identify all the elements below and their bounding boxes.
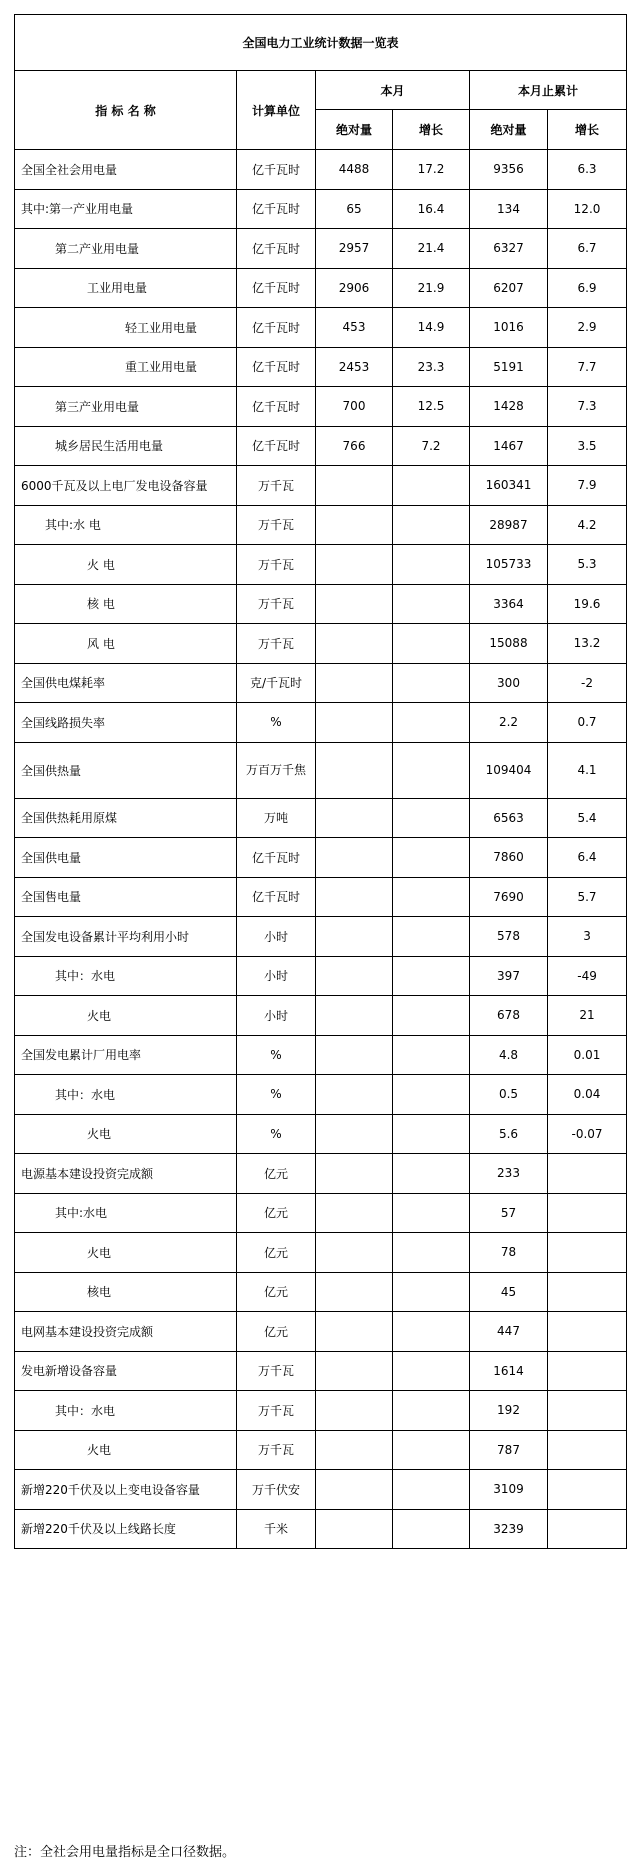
- row-cumulative-absolute: 105733: [470, 545, 548, 585]
- row-month-growth: [393, 996, 470, 1036]
- row-month-absolute: [316, 956, 393, 996]
- row-month-growth: [393, 1509, 470, 1549]
- row-name: 工业用电量: [15, 268, 237, 308]
- header-month: 本月: [316, 71, 470, 110]
- table-row: [15, 1470, 627, 1510]
- row-cumulative-absolute: 300: [470, 663, 548, 703]
- statistics-table: [14, 14, 627, 1549]
- row-month-absolute: [316, 996, 393, 1036]
- row-month-growth: [393, 1075, 470, 1115]
- row-month-growth: [393, 1035, 470, 1075]
- row-cumulative-growth: 0.7: [548, 703, 627, 743]
- row-unit: 亿千瓦时: [237, 268, 316, 308]
- row-cumulative-growth: 6.7: [548, 229, 627, 269]
- row-month-growth: [393, 1114, 470, 1154]
- row-cumulative-growth: [548, 1509, 627, 1549]
- row-cumulative-growth: 12.0: [548, 189, 627, 229]
- row-month-growth: 12.5: [393, 387, 470, 427]
- row-name: 其中:第一产业用电量: [15, 189, 237, 229]
- row-month-absolute: [316, 624, 393, 664]
- row-month-absolute: [316, 1075, 393, 1115]
- row-name: 全国供电煤耗率: [15, 663, 237, 703]
- row-unit: 万千瓦: [237, 545, 316, 585]
- row-name: 其中：水电: [15, 956, 237, 996]
- table-row: [15, 956, 627, 996]
- row-cumulative-absolute: 3364: [470, 584, 548, 624]
- row-cumulative-growth: 4.1: [548, 742, 627, 798]
- row-month-growth: 21.9: [393, 268, 470, 308]
- row-cumulative-growth: -49: [548, 956, 627, 996]
- row-name: 火 电: [15, 545, 237, 585]
- row-month-absolute: [316, 1509, 393, 1549]
- row-name: 重工业用电量: [15, 347, 237, 387]
- row-cumulative-growth: 7.3: [548, 387, 627, 427]
- row-cumulative-growth: 7.9: [548, 466, 627, 506]
- header-month-absolute: 绝对量: [316, 110, 393, 150]
- row-month-growth: [393, 545, 470, 585]
- row-cumulative-growth: [548, 1391, 627, 1431]
- row-cumulative-growth: 4.2: [548, 505, 627, 545]
- row-cumulative-absolute: 2.2: [470, 703, 548, 743]
- row-cumulative-absolute: 5191: [470, 347, 548, 387]
- row-cumulative-absolute: 6327: [470, 229, 548, 269]
- row-month-growth: [393, 584, 470, 624]
- row-name: 火电: [15, 1114, 237, 1154]
- row-month-absolute: [316, 1114, 393, 1154]
- row-name: 发电新增设备容量: [15, 1351, 237, 1391]
- row-cumulative-absolute: 134: [470, 189, 548, 229]
- row-month-growth: [393, 742, 470, 798]
- row-name: 全国全社会用电量: [15, 150, 237, 190]
- row-cumulative-absolute: 9356: [470, 150, 548, 190]
- row-month-absolute: [316, 1154, 393, 1194]
- table-row: [15, 917, 627, 957]
- row-name: 轻工业用电量: [15, 308, 237, 348]
- row-unit: 万千瓦: [237, 624, 316, 664]
- row-unit: 亿元: [237, 1233, 316, 1273]
- row-unit: 亿千瓦时: [237, 150, 316, 190]
- table-row: [15, 308, 627, 348]
- row-cumulative-absolute: 447: [470, 1312, 548, 1352]
- row-month-absolute: [316, 1193, 393, 1233]
- row-unit: 亿千瓦时: [237, 387, 316, 427]
- table-row: [15, 1509, 627, 1549]
- row-unit: 万千瓦: [237, 584, 316, 624]
- row-month-absolute: [316, 1312, 393, 1352]
- table-row: [15, 347, 627, 387]
- row-month-growth: [393, 1272, 470, 1312]
- row-name: 第二产业用电量: [15, 229, 237, 269]
- row-month-growth: [393, 505, 470, 545]
- row-cumulative-absolute: 7690: [470, 877, 548, 917]
- row-unit: 亿元: [237, 1312, 316, 1352]
- table-row: [15, 545, 627, 585]
- row-month-growth: [393, 466, 470, 506]
- row-cumulative-growth: 5.7: [548, 877, 627, 917]
- header-unit: 计算单位: [237, 71, 316, 150]
- row-cumulative-absolute: 6207: [470, 268, 548, 308]
- row-cumulative-growth: [548, 1193, 627, 1233]
- row-cumulative-absolute: 1614: [470, 1351, 548, 1391]
- row-name: 新增220千伏及以上变电设备容量: [15, 1470, 237, 1510]
- row-month-absolute: [316, 798, 393, 838]
- row-unit: 克/千瓦时: [237, 663, 316, 703]
- row-month-absolute: [316, 545, 393, 585]
- row-month-growth: [393, 956, 470, 996]
- row-unit: 亿千瓦时: [237, 838, 316, 878]
- row-cumulative-growth: [548, 1430, 627, 1470]
- table-row: [15, 838, 627, 878]
- row-month-absolute: [316, 838, 393, 878]
- row-cumulative-absolute: 787: [470, 1430, 548, 1470]
- row-name: 其中:水 电: [15, 505, 237, 545]
- row-name: 火电: [15, 996, 237, 1036]
- header-cumulative-growth: 增长: [548, 110, 627, 150]
- row-month-absolute: 700: [316, 387, 393, 427]
- table-row: [15, 1193, 627, 1233]
- row-name: 全国供电量: [15, 838, 237, 878]
- row-unit: 亿元: [237, 1272, 316, 1312]
- row-cumulative-growth: [548, 1154, 627, 1194]
- row-name: 其中：水电: [15, 1075, 237, 1115]
- row-month-growth: [393, 798, 470, 838]
- row-cumulative-absolute: 0.5: [470, 1075, 548, 1115]
- row-name: 新增220千伏及以上线路长度: [15, 1509, 237, 1549]
- row-cumulative-absolute: 233: [470, 1154, 548, 1194]
- row-month-absolute: 2453: [316, 347, 393, 387]
- row-unit: 亿千瓦时: [237, 189, 316, 229]
- table-row: [15, 268, 627, 308]
- row-unit: 万千瓦: [237, 1351, 316, 1391]
- row-month-absolute: [316, 584, 393, 624]
- row-cumulative-absolute: 1467: [470, 426, 548, 466]
- row-cumulative-growth: -2: [548, 663, 627, 703]
- row-cumulative-absolute: 578: [470, 917, 548, 957]
- table-row: [15, 877, 627, 917]
- row-name: 火电: [15, 1233, 237, 1273]
- row-name: 其中:水电: [15, 1193, 237, 1233]
- row-month-growth: [393, 1193, 470, 1233]
- row-unit: 万千瓦: [237, 1430, 316, 1470]
- table-row: [15, 1154, 627, 1194]
- row-name: 全国发电累计厂用电率: [15, 1035, 237, 1075]
- row-month-absolute: 453: [316, 308, 393, 348]
- row-month-absolute: 766: [316, 426, 393, 466]
- row-name: 电源基本建设投资完成额: [15, 1154, 237, 1194]
- row-name: 风 电: [15, 624, 237, 664]
- row-month-growth: [393, 703, 470, 743]
- table-row: [15, 663, 627, 703]
- row-month-growth: [393, 917, 470, 957]
- table-row: [15, 1430, 627, 1470]
- row-unit: 万百万千焦: [237, 742, 316, 798]
- row-unit: %: [237, 1114, 316, 1154]
- row-cumulative-absolute: 160341: [470, 466, 548, 506]
- row-name: 全国供热耗用原煤: [15, 798, 237, 838]
- row-cumulative-absolute: 109404: [470, 742, 548, 798]
- row-month-absolute: [316, 663, 393, 703]
- row-name: 全国供热量: [15, 742, 237, 798]
- row-month-growth: [393, 838, 470, 878]
- row-name: 核电: [15, 1272, 237, 1312]
- row-month-absolute: [316, 1035, 393, 1075]
- row-cumulative-growth: 2.9: [548, 308, 627, 348]
- row-cumulative-absolute: 192: [470, 1391, 548, 1431]
- row-cumulative-absolute: 28987: [470, 505, 548, 545]
- row-unit: 亿千瓦时: [237, 229, 316, 269]
- row-cumulative-absolute: 78: [470, 1233, 548, 1273]
- row-cumulative-growth: 0.01: [548, 1035, 627, 1075]
- row-cumulative-growth: 3.5: [548, 426, 627, 466]
- table-row: [15, 1391, 627, 1431]
- row-cumulative-absolute: 4.8: [470, 1035, 548, 1075]
- row-cumulative-growth: [548, 1470, 627, 1510]
- row-month-growth: [393, 1154, 470, 1194]
- table-row: [15, 624, 627, 664]
- row-month-absolute: 2957: [316, 229, 393, 269]
- row-month-absolute: [316, 1272, 393, 1312]
- row-month-absolute: [316, 505, 393, 545]
- row-name: 全国线路损失率: [15, 703, 237, 743]
- row-cumulative-growth: [548, 1272, 627, 1312]
- row-unit: 小时: [237, 996, 316, 1036]
- header-cumulative-absolute: 绝对量: [470, 110, 548, 150]
- table-row: [15, 1312, 627, 1352]
- table-row: [15, 1233, 627, 1273]
- row-unit: 千米: [237, 1509, 316, 1549]
- table-row: [15, 426, 627, 466]
- header-indicator: 指 标 名 称: [15, 71, 237, 150]
- row-cumulative-growth: 6.3: [548, 150, 627, 190]
- row-unit: 万千伏安: [237, 1470, 316, 1510]
- row-name: 全国发电设备累计平均利用小时: [15, 917, 237, 957]
- row-cumulative-absolute: 7860: [470, 838, 548, 878]
- row-month-growth: [393, 663, 470, 703]
- table-row: [15, 584, 627, 624]
- row-cumulative-absolute: 1016: [470, 308, 548, 348]
- row-month-growth: 23.3: [393, 347, 470, 387]
- row-month-growth: 14.9: [393, 308, 470, 348]
- table-row: [15, 1114, 627, 1154]
- row-month-growth: 21.4: [393, 229, 470, 269]
- row-cumulative-growth: 6.4: [548, 838, 627, 878]
- table-row: [15, 1272, 627, 1312]
- row-unit: 小时: [237, 917, 316, 957]
- row-cumulative-growth: 0.04: [548, 1075, 627, 1115]
- row-unit: 亿千瓦时: [237, 347, 316, 387]
- header-month-growth: 增长: [393, 110, 470, 150]
- row-name: 其中：水电: [15, 1391, 237, 1431]
- row-cumulative-absolute: 678: [470, 996, 548, 1036]
- row-month-absolute: [316, 1233, 393, 1273]
- row-cumulative-growth: 13.2: [548, 624, 627, 664]
- table-row: [15, 1351, 627, 1391]
- row-month-absolute: [316, 1470, 393, 1510]
- row-cumulative-growth: 21: [548, 996, 627, 1036]
- table-row: [15, 742, 627, 798]
- row-month-absolute: [316, 917, 393, 957]
- row-month-absolute: [316, 877, 393, 917]
- row-month-growth: [393, 877, 470, 917]
- table-row: [15, 996, 627, 1036]
- table-row: [15, 189, 627, 229]
- title-row: [15, 15, 627, 71]
- row-month-absolute: 65: [316, 189, 393, 229]
- row-month-growth: [393, 1351, 470, 1391]
- table-row: [15, 1035, 627, 1075]
- row-cumulative-growth: 5.4: [548, 798, 627, 838]
- row-cumulative-absolute: 57: [470, 1193, 548, 1233]
- row-name: 电网基本建设投资完成额: [15, 1312, 237, 1352]
- row-month-growth: 7.2: [393, 426, 470, 466]
- table-row: [15, 466, 627, 506]
- row-month-absolute: [316, 703, 393, 743]
- row-unit: 亿元: [237, 1193, 316, 1233]
- header-row-1: [15, 71, 627, 110]
- row-month-absolute: [316, 1391, 393, 1431]
- row-month-growth: [393, 1391, 470, 1431]
- table-row: [15, 798, 627, 838]
- row-month-absolute: [316, 466, 393, 506]
- row-month-growth: [393, 1470, 470, 1510]
- table-row: [15, 703, 627, 743]
- row-name: 城乡居民生活用电量: [15, 426, 237, 466]
- row-month-absolute: [316, 1351, 393, 1391]
- row-unit: 万千瓦: [237, 505, 316, 545]
- row-cumulative-growth: 6.9: [548, 268, 627, 308]
- table-row: [15, 1075, 627, 1115]
- row-unit: 亿千瓦时: [237, 426, 316, 466]
- row-cumulative-absolute: 6563: [470, 798, 548, 838]
- row-month-absolute: 4488: [316, 150, 393, 190]
- row-cumulative-absolute: 15088: [470, 624, 548, 664]
- row-unit: 万吨: [237, 798, 316, 838]
- row-cumulative-growth: -0.07: [548, 1114, 627, 1154]
- row-unit: %: [237, 1035, 316, 1075]
- row-cumulative-absolute: 45: [470, 1272, 548, 1312]
- row-month-absolute: 2906: [316, 268, 393, 308]
- row-month-growth: [393, 1312, 470, 1352]
- table-row: [15, 150, 627, 190]
- row-name: 全国售电量: [15, 877, 237, 917]
- row-month-growth: [393, 1430, 470, 1470]
- row-month-growth: [393, 624, 470, 664]
- row-cumulative-growth: [548, 1351, 627, 1391]
- row-cumulative-growth: [548, 1312, 627, 1352]
- row-cumulative-growth: [548, 1233, 627, 1273]
- row-month-absolute: [316, 1430, 393, 1470]
- row-cumulative-growth: 3: [548, 917, 627, 957]
- row-month-absolute: [316, 742, 393, 798]
- row-cumulative-absolute: 3239: [470, 1509, 548, 1549]
- row-cumulative-absolute: 3109: [470, 1470, 548, 1510]
- table-row: [15, 229, 627, 269]
- row-name: 第三产业用电量: [15, 387, 237, 427]
- row-unit: %: [237, 1075, 316, 1115]
- row-month-growth: [393, 1233, 470, 1273]
- row-unit: %: [237, 703, 316, 743]
- row-unit: 万千瓦: [237, 1391, 316, 1431]
- table-row: [15, 387, 627, 427]
- row-cumulative-growth: 5.3: [548, 545, 627, 585]
- row-cumulative-growth: 7.7: [548, 347, 627, 387]
- row-unit: 亿千瓦时: [237, 308, 316, 348]
- row-name: 核 电: [15, 584, 237, 624]
- header-cumulative: 本月止累计: [470, 71, 627, 110]
- table-row: [15, 505, 627, 545]
- row-unit: 万千瓦: [237, 466, 316, 506]
- row-cumulative-absolute: 5.6: [470, 1114, 548, 1154]
- row-unit: 亿千瓦时: [237, 877, 316, 917]
- row-cumulative-absolute: 1428: [470, 387, 548, 427]
- row-cumulative-growth: 19.6: [548, 584, 627, 624]
- table-title: 全国电力工业统计数据一览表: [15, 15, 627, 71]
- row-name: 火电: [15, 1430, 237, 1470]
- row-month-growth: 17.2: [393, 150, 470, 190]
- row-cumulative-absolute: 397: [470, 956, 548, 996]
- row-month-growth: 16.4: [393, 189, 470, 229]
- row-unit: 亿元: [237, 1154, 316, 1194]
- row-unit: 小时: [237, 956, 316, 996]
- row-name: 6000千瓦及以上电厂发电设备容量: [15, 466, 237, 506]
- footnote: 注：全社会用电量指标是全口径数据。: [14, 1845, 236, 1860]
